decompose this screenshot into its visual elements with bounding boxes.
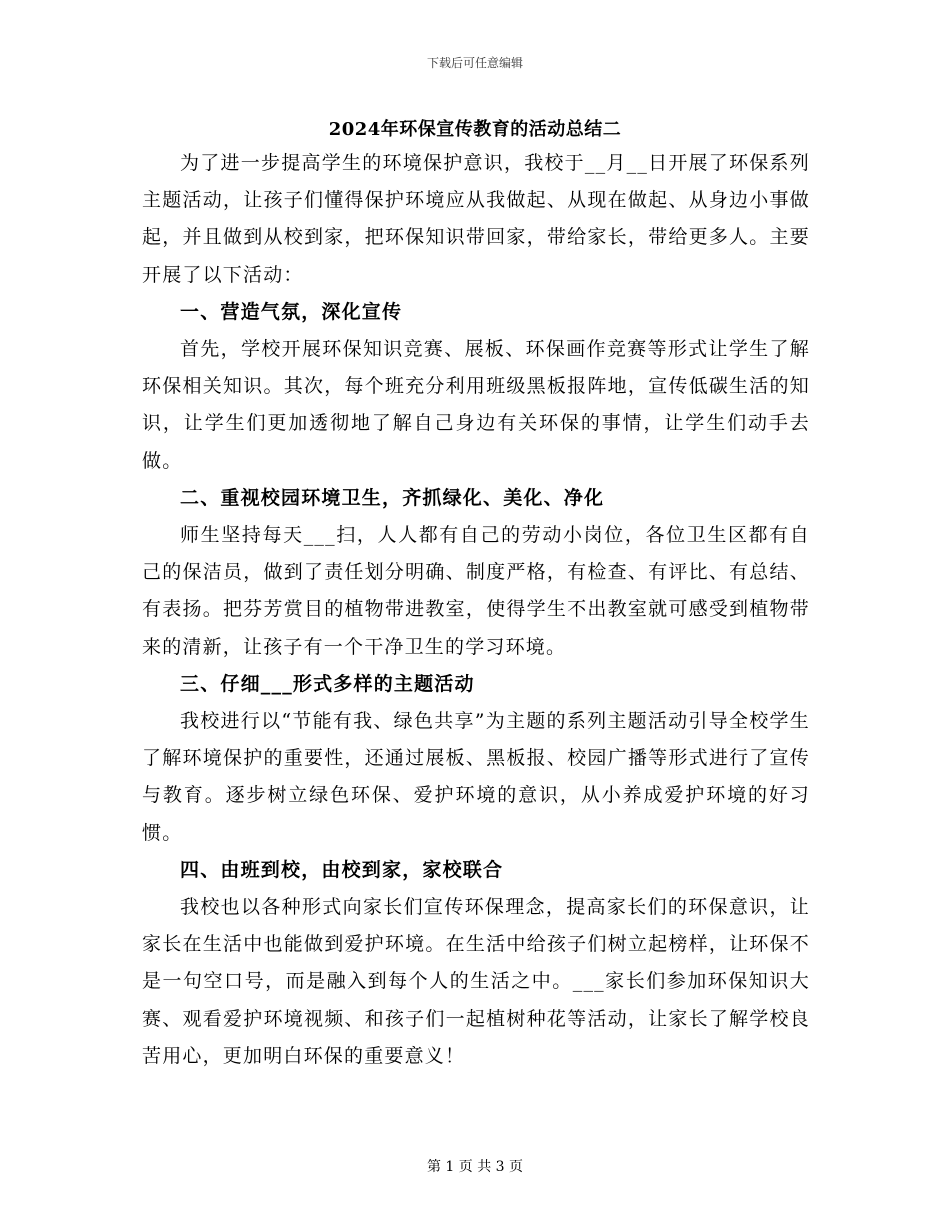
header-note: 下载后可任意编辑 [426,56,523,70]
section-heading-4: 四、由班到校，由校到家，家校联合 [180,858,504,881]
section-heading-2: 二、重视校园环境卫生，齐抓绿化、美化、净化 [180,486,605,509]
document-body [142,145,810,1075]
document-title: 2024年环保宣传教育的活动总结二 [328,119,622,140]
section-paragraph-2: 师生坚持每天___扫，人人都有自己的劳动小岗位，各位卫生区都有自己的保洁员，做到了责任划分明确、制度严格，有检查、有评比、有总结、有表扬。把芬芳赏目的植物带进教室，使得学生不出教室就可感受到植物带来的清新，让孩子有一个干净卫生的学习环境。 [142,524,810,658]
section-paragraph-4: 我校也以各种形式向家长们宣传环保理念，提高家长们的环保意识，让家长在生活中也能做到爱护环境。在生活中给孩子们树立起榜样，让环保不是一句空口号，而是融入到每个人的生活之中。___家长们参加环保知识大赛、观看爱护环境视频、和孩子们一起植树种花等活动，让家长了解学校良苦用心，更加明白环保的重要意义！ [142,896,810,1067]
section-heading-1: 一、营造气氛，深化宣传 [180,300,403,323]
intro-paragraph: 为了进一步提高学生的环境保护意识，我校于__月__日开展了环保系列主题活动，让孩子们懂得保护环境应从我做起、从现在做起、从身边小事做起，并且做到从校到家，把环保知识带回家，带给家长，带给更多人。主要开展了以下活动： [142,152,810,286]
section-heading-3: 三、仔细___形式多样的主题活动 [180,672,475,695]
section-paragraph-3: 我校进行以“节能有我、绿色共享”为主题的系列主题活动引导全校学生了解环境保护的重要性，还通过展板、黑板报、校园广播等形式进行了宣传与教育。逐步树立绿色环保、爱护环境的意识，从小养成爱护环境的好习惯。 [142,710,810,844]
section-paragraph-1: 首先，学校开展环保知识竞赛、展板、环保画作竞赛等形式让学生了解环保相关知识。其次，每个班充分利用班级黑板报阵地，宣传低碳生活的知识，让学生们更加透彻地了解自己身边有关环保的事情，让学生们动手去做。 [142,338,810,472]
page-footer: 第 1 页 共 3 页 [426,1159,524,1175]
